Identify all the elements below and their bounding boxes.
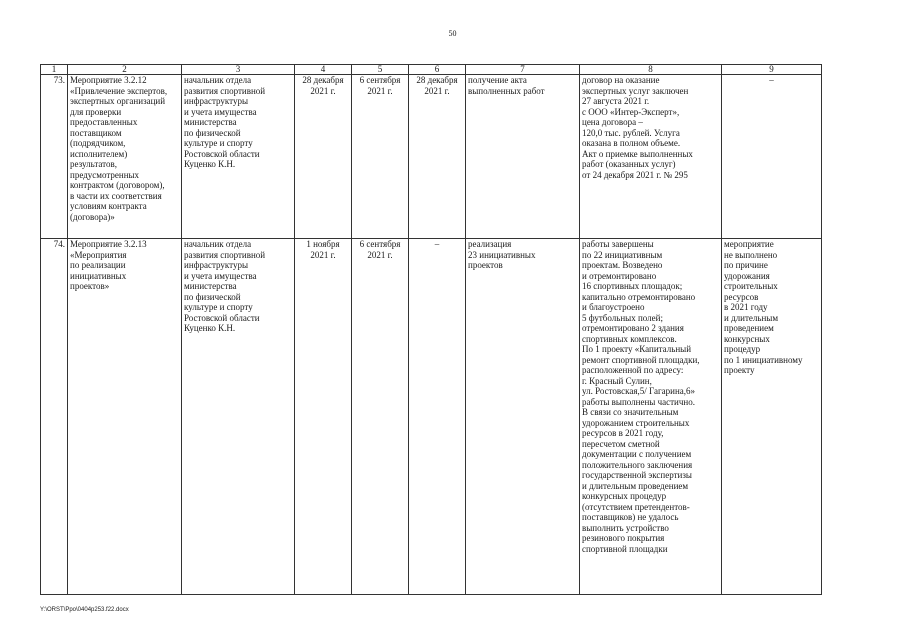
planned-date-cell: 28 декабря 2021 г. <box>295 75 352 239</box>
reason-cell: – <box>722 75 822 239</box>
column-header: 8 <box>580 65 722 75</box>
file-path-footer: Y:\ORST\Ppo\0404p253.f22.docx <box>40 607 129 613</box>
expected-result-cell: получение акта выполненных работ <box>466 75 580 239</box>
responsible-cell: начальник отдела развития спортивной инфраструктуры и учета имущества министерства по физической культуре и спорту Ростовской области Куценко К.Н. <box>182 239 295 595</box>
column-header: 4 <box>295 65 352 75</box>
table-row <box>41 75 822 239</box>
column-header: 1 <box>41 65 68 75</box>
report-table <box>40 64 822 595</box>
column-header: 9 <box>722 65 822 75</box>
column-header: 3 <box>182 65 295 75</box>
actual-start-cell: 6 сентября 2021 г. <box>352 239 409 595</box>
page-number: 50 <box>448 29 457 38</box>
column-number-row <box>41 65 822 75</box>
actual-start-cell: 6 сентября 2021 г. <box>352 75 409 239</box>
event-cell: Мероприятие 3.2.12 «Привлечение экспертов, экспертных организаций для проверки предоставленных поставщиком (подрядчиком, исполнителем) результатов, предусмотренных контрактом (договором), в части их соответствия условиям контракта (договора)» <box>68 75 182 239</box>
row-number-cell: 73. <box>41 75 68 239</box>
column-header: 6 <box>409 65 466 75</box>
reason-cell: мероприятие не выполнено по причине удорожания строительных ресурсов в 2021 году и длительным проведением конкурсных процедур по 1 инициативному проекту <box>722 239 822 595</box>
column-header: 5 <box>352 65 409 75</box>
actual-end-cell: 28 декабря 2021 г. <box>409 75 466 239</box>
event-cell: Мероприятие 3.2.13 «Мероприятия по реализации инициативных проектов» <box>68 239 182 595</box>
column-header: 7 <box>466 65 580 75</box>
column-header: 2 <box>68 65 182 75</box>
table-row <box>41 239 822 595</box>
row-number-cell: 74. <box>41 239 68 595</box>
actual-result-cell: работы завершены по 22 инициативным проектам. Возведено и отремонтировано 16 спортивных площадок; капитально отремонтировано и благоустроено 5 футбольных полей; отремонтировано 2 здания спортивных комплексов. По 1 проекту «Капитальный ремонт спортивной площадки, расположенной по адресу: г. Красный Сулин, ул. Ростовская,5/ Гагарина,6» работы выполнены частично. В связи со значительным удорожанием строительных ресурсов в 2021 году, пересчетом сметной документации с получением положительного заключения государственной экспертизы и длительным проведением конкурсных процедур (отсутствием претендентов- поставщиков) не удалось выполнить устройство резинового покрытия спортивной площадки <box>580 239 722 595</box>
actual-result-cell: договор на оказание экспертных услуг заключен 27 августа 2021 г. с ООО «Интер-Эксперт», цена договора – 120,0 тыс. рублей. Услуга оказана в полном объеме. Акт о приемке выполненных работ (оказанных услуг) от 24 декабря 2021 г. № 295 <box>580 75 722 239</box>
responsible-cell: начальник отдела развития спортивной инфраструктуры и учета имущества министерства по физической культуре и спорту Ростовской области Куценко К.Н. <box>182 75 295 239</box>
actual-end-cell: – <box>409 239 466 595</box>
planned-date-cell: 1 ноября 2021 г. <box>295 239 352 595</box>
expected-result-cell: реализация 23 инициативных проектов <box>466 239 580 595</box>
